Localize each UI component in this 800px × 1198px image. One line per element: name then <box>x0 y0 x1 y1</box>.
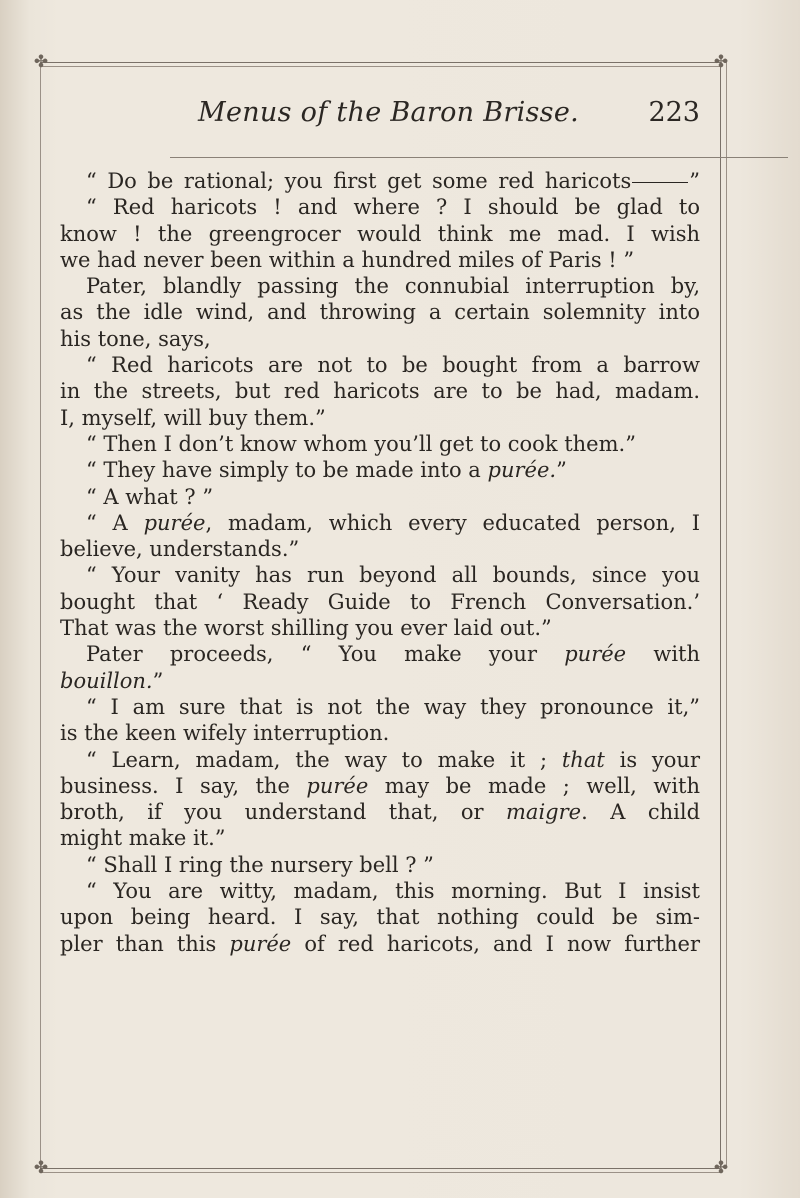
text-line <box>60 221 700 247</box>
frame-top-rule <box>40 62 720 63</box>
text-line <box>60 194 700 220</box>
text-line <box>60 589 700 615</box>
frame-bottom-rule <box>40 1168 720 1169</box>
text-line <box>60 273 700 299</box>
text-line <box>60 931 700 957</box>
text-segment: “ Learn, madam, the way to make it ; <box>86 747 562 772</box>
corner-ornament-icon: ✤ <box>713 52 729 72</box>
text-line <box>60 720 700 746</box>
frame-right-rule <box>720 62 721 1168</box>
text-segment: might make it.” <box>60 826 226 851</box>
header-rule <box>170 157 788 158</box>
text-line <box>60 825 700 851</box>
text-segment: ” <box>556 458 567 483</box>
running-head <box>60 97 700 141</box>
text-segment: believe, understands.” <box>60 537 300 562</box>
text-segment: “ A what ? ” <box>86 484 214 509</box>
body-text <box>60 168 700 957</box>
em-dash-rule <box>632 182 688 183</box>
text-line <box>60 668 700 694</box>
text-line <box>60 747 700 773</box>
corner-ornament-icon: ✤ <box>33 52 49 72</box>
text-segment: bought that ‘ Ready Guide to French Conversation.’ <box>60 589 700 614</box>
text-segment: “ Red haricots ! and where ? I should be glad to <box>86 195 700 220</box>
text-segment: Pater proceeds, “ You make your <box>86 642 565 667</box>
text-line <box>60 615 700 641</box>
text-line <box>60 431 700 457</box>
text-line <box>60 536 700 562</box>
text-segment: “ Red haricots are not to be bought from a barrow <box>86 353 700 378</box>
italic-word: purée <box>143 510 206 535</box>
italic-word: purée <box>229 931 292 956</box>
text-segment: “ I am sure that is not the way they pronounce it,” <box>86 694 700 719</box>
italic-word: purée <box>306 773 369 798</box>
italic-word: purée <box>564 642 627 667</box>
text-segment: “ Do be rational; you first get some red haricots <box>86 169 632 193</box>
text-segment: ” <box>689 169 700 193</box>
text-segment: is your <box>604 747 700 772</box>
text-segment: “ Then I don’t know whom you’ll get to cook them.” <box>86 431 636 456</box>
italic-word: bouillon. <box>60 668 153 693</box>
text-segment: Pater, blandly passing the connubial interruption by, <box>86 274 700 299</box>
corner-ornament-icon: ✤ <box>33 1158 49 1178</box>
italic-word: that <box>561 747 605 772</box>
running-title: Menus of the Baron Brisse. <box>198 97 580 128</box>
text-segment: “ Your vanity has run beyond all bounds, since you <box>86 563 700 588</box>
text-segment: upon being heard. I say, that nothing could be sim- <box>60 905 700 930</box>
text-segment: . A child <box>581 800 701 825</box>
corner-ornament-icon: ✤ <box>713 1158 729 1178</box>
italic-word: purée. <box>487 458 557 483</box>
text-line <box>60 799 700 825</box>
page-number: 223 <box>648 97 700 128</box>
text-segment: as the idle wind, and throwing a certain solemnity into <box>60 300 700 325</box>
text-line <box>60 168 700 194</box>
text-line <box>60 694 700 720</box>
text-segment: “ A <box>86 510 144 535</box>
text-segment: That was the worst shilling you ever laid out.” <box>60 616 552 641</box>
text-segment: know ! the greengrocer would think me mad. I wish <box>60 221 700 246</box>
frame-left-rule <box>40 62 41 1168</box>
text-line <box>60 878 700 904</box>
text-line <box>60 641 700 667</box>
text-segment: business. I say, the <box>60 773 307 798</box>
text-segment: in the streets, but red haricots are to be had, madam. <box>60 379 700 404</box>
text-segment: I, myself, will buy them.” <box>60 405 326 430</box>
text-segment: ” <box>152 668 164 693</box>
italic-word: maigre <box>506 800 582 825</box>
text-segment: is the keen wifely interruption. <box>60 721 390 746</box>
text-line <box>60 457 700 483</box>
text-line <box>60 326 700 352</box>
text-line <box>60 484 700 510</box>
text-segment: his tone, says, <box>60 326 211 351</box>
text-line <box>60 299 700 325</box>
text-segment: of red haricots, and I now further <box>291 931 700 956</box>
text-segment: pler than this <box>60 931 230 956</box>
text-segment: “ Shall I ring the nursery bell ? ” <box>86 852 434 877</box>
text-line <box>60 405 700 431</box>
text-line <box>60 378 700 404</box>
text-line <box>60 773 700 799</box>
text-segment: we had never been within a hundred miles of Paris ! ” <box>60 247 635 272</box>
text-line <box>60 247 700 273</box>
text-segment: may be made ; well, with <box>368 773 700 798</box>
text-segment: “ You are witty, madam, this morning. But I insist <box>86 879 700 904</box>
text-line <box>60 510 700 536</box>
text-segment: “ They have simply to be made into a <box>86 458 488 483</box>
text-line <box>60 852 700 878</box>
text-line <box>60 562 700 588</box>
text-line <box>60 352 700 378</box>
text-line <box>60 904 700 930</box>
text-segment: broth, if you understand that, or <box>60 800 507 825</box>
text-segment: with <box>626 642 700 667</box>
text-segment: , madam, which every educated person, I <box>205 510 700 535</box>
